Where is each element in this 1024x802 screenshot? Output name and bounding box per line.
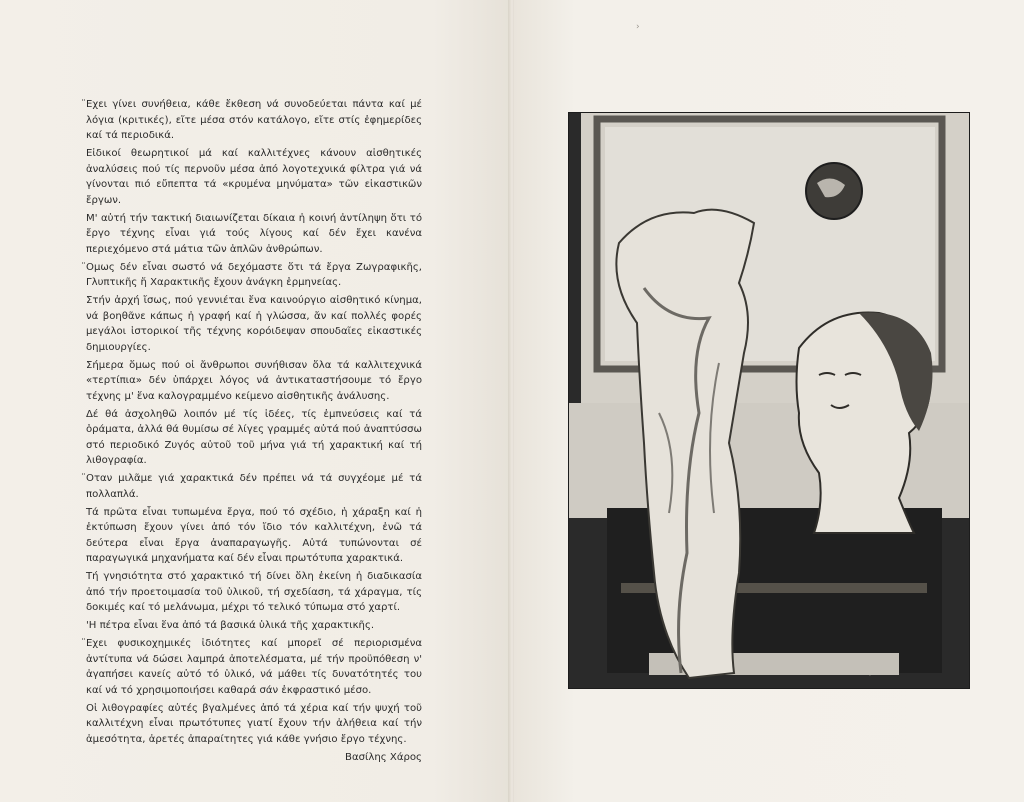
paragraph: ̈Εχει φυσικοχημικές ἰδιότητες καί μπορεῖ σέ περιορισμένα ἀντίτυπα νά δώσει λαμπρά ἀποτελέσματα, μέ τήν προϋπόθεση ν' ἀγαπήσει κανείς αὐτό τό ὑλικό, νά μάθει τίς δυνατότητές του καί νά τό χρησιμοποιήσει καθαρά σάν ἐκφραστικό μέσο. xyxy=(86,638,422,696)
paragraph: Οἱ λιθογραφίες αὐτές βγαλμένες ἀπό τά χέρια καί τήν ψυχή τοῦ καλλιτέχνη εἶναι πρωτότυπες γιατί ἔχουν τήν ἀλήθεια καί τήν ἀμεσότητα, ἀρετές ἀπαραίτητες γιά κάθε γνήσιο ἔργο τέχνης. xyxy=(86,702,422,745)
left-page xyxy=(0,0,510,802)
paragraph: ̈Οταν μιλᾶμε γιά χαρακτικά δέν πρέπει νά τά συγχέομε μέ τά πολλαπλά. xyxy=(86,473,422,500)
paragraph: Δέ θά ἀσχοληθῶ λοιπόν μέ τίς ἰδέες, τίς ἐμπνεύσεις καί τά ὁράματα, ἀλλά θά θυμίσω σέ λίγες γραμμές αὐτά πού ἀναπτύσσω στό περιοδικό Ζυγός αὐτοῦ τοῦ μήνα γιά τή χαρακτική καί τή λιθογραφία. xyxy=(86,408,422,466)
paragraph: ̈Ομως δέν εἶναι σωστό νά δεχόμαστε ὅτι τά ἔργα Ζωγραφικῆς, Γλυπτικῆς ἤ Χαρακτικῆς ἔχουν ἀνάγκη ἑρμηνείας. xyxy=(86,261,422,288)
paragraph: 'Η πέτρα εἶναι ἕνα ἀπό τά βασικά ὑλικά τῆς χαρακτικῆς. xyxy=(86,620,375,631)
paragraph: Εἰδικοί θεωρητικοί μά καί καλλιτέχνες κάνουν αἰσθητικές ἀναλύσεις πού τίς περνοῦν μέσα ἀπό λογοτεχνικά φίλτρα γιά νά γίνονται πιό εὔπεπτα τά «κρυμένα μηνύματα» τῶν εἰκαστικῶν ἔργων. xyxy=(86,148,422,206)
paragraph: Σήμερα ὅμως πού οἱ ἄνθρωποι συνήθισαν ὅλα τά καλλιτεχνικά «τερτίπια» δέν ὑπάρχει λόγος νά ἀντικαταστήσουμε τό ἔργο τέχνης μ' ἕνα καλογραμμένο κείμενο αἰσθητικῆς ἀνάλυσης. xyxy=(86,359,422,402)
paragraph: ̈Εχει γίνει συνήθεια, κάθε ἔκθεση νά συνοδεύεται πάντα καί μέ λόγια (κριτικές), εἴτε μέσα στόν κατάλογο, εἴτε στίς ἐφημερίδες καί τά περιοδικά. xyxy=(86,99,422,141)
artist-mark: · xyxy=(869,673,871,680)
essay-text xyxy=(86,97,422,765)
paragraph: Στήν ἀρχή ἴσως, πού γεννιέται ἕνα καινούργιο αἰσθητικό κίνημα, νά βοηθᾶνε κάπως ἡ γραφή καί ἡ γλώσσα, ἄν καί πολλές φορές μεγάλοι ἱστορικοί τῆς τέχνης κορόιδεψαν σπουδαῖες εἰκαστικές δημιουργίες. xyxy=(86,295,422,353)
lithograph-print xyxy=(568,112,970,689)
author-signature: Βασίλης Χάρος xyxy=(345,751,422,763)
paragraph: Τά πρῶτα εἶναι τυπωμένα ἔργα, πού τό σχέδιο, ἡ χάραξη καί ἡ ἐκτύπωση ἔχουν γίνει ἀπό τόν ἴδιο τόν καλλιτέχνη, ἐνῶ τά δεύτερα εἶναι ἔργα ἀναπαραγωγῆς. Αὐτά τυπώνονται σέ παραγωγικά μηχανήματα καί δέν εἶναι πρωτότυπα χαρακτικά. xyxy=(86,506,422,564)
paragraph: Τή γνησιότητα στό χαρακτικό τή δίνει ὅλη ἐκείνη ἡ διαδικασία ἀπό τήν προετοιμασία τοῦ ὑλικοῦ, τή σχεδίαση, τά χάραγμα, τίς δοκιμές καί τό μελάνωμα, μέχρι τό τελικό τύπωμα στό χαρτί. xyxy=(86,571,422,613)
lithograph-image xyxy=(569,113,969,688)
page-mark: › xyxy=(636,22,640,32)
paragraph: Μ' αὐτή τήν τακτική διαιωνίζεται δίκαια ἡ κοινή ἀντίληψη ὅτι τό ἔργο τέχνης εἶναι γιά τούς λίγους καί δέν ἔχει κανένα περιεχόμενο στά μάτια τῶν ἁπλῶν ἀνθρώπων. xyxy=(86,212,422,255)
